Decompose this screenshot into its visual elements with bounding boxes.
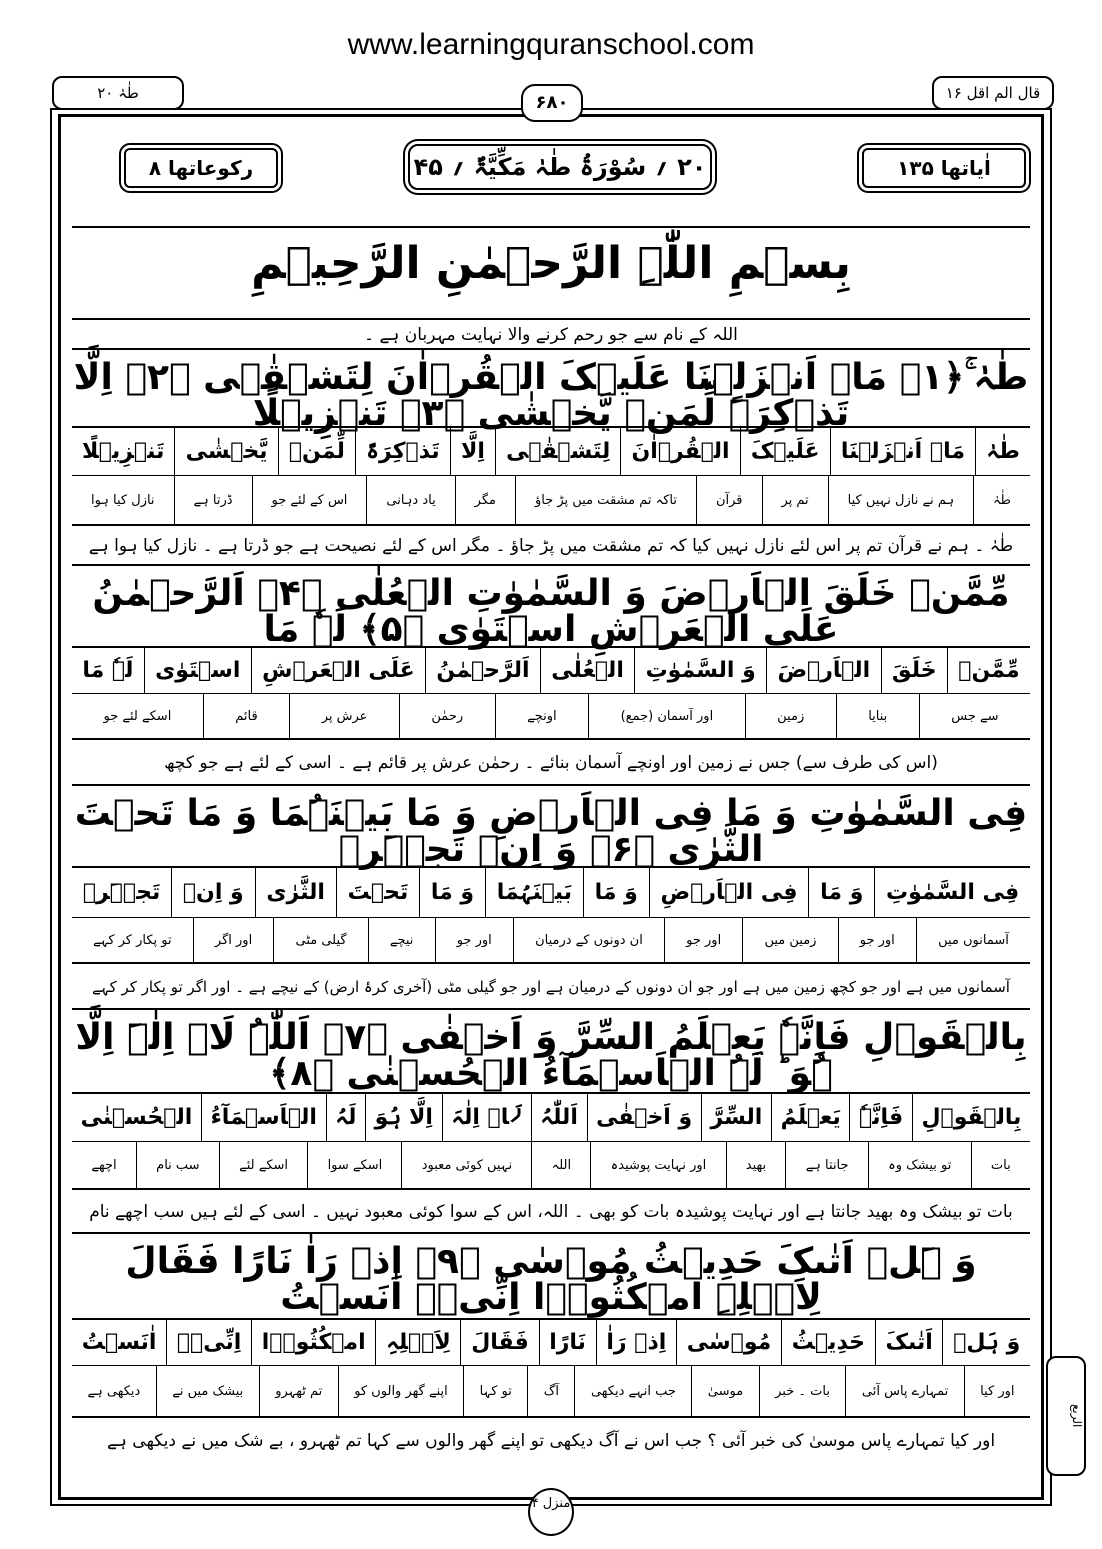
meaning-cell: بات xyxy=(971,1142,1030,1189)
word-cell: فِی السَّمٰوٰتِ xyxy=(874,868,1030,917)
word-cell: فَاِنَّہٗ xyxy=(849,1094,911,1141)
word-cell: لِّمَنۡ xyxy=(278,428,355,475)
ayat-count-box: اٰیاتھا ۱۳۵ xyxy=(862,148,1026,188)
meaning-cell: اچھے xyxy=(91,1158,117,1173)
word-cell: وَ ہَلۡ xyxy=(942,1320,1030,1365)
meaning-cell: اسکے لئے xyxy=(219,1142,307,1189)
word-cell: مِّمَّنۡ xyxy=(947,648,1030,693)
meaning-cell: نیچے xyxy=(368,918,435,963)
meaning-row xyxy=(72,1366,1030,1418)
word-cell: وَ مَا xyxy=(808,868,874,917)
meaning-cell: عرش پر xyxy=(289,694,399,739)
meaning-cell: تو بیشک وہ xyxy=(868,1142,971,1189)
meaning-cell: اس کے لئے جو xyxy=(252,476,367,525)
meaning-cell: گیلی مٹی xyxy=(273,918,367,963)
word-cell: لَہُ xyxy=(326,1094,365,1141)
meaning-cell: بھید xyxy=(726,1142,786,1189)
word-cell: اِذۡ رَاٰ xyxy=(596,1320,676,1365)
word-cell: حَدِیۡثُ xyxy=(781,1320,875,1365)
meaning-cell: سے جس xyxy=(919,694,1030,739)
meaning-cell: اور جو xyxy=(435,918,513,963)
word-cell: امۡکُثُوۡۤا xyxy=(251,1320,375,1365)
meaning-cell: دیکھی ہے xyxy=(87,1384,141,1399)
word-cell: اِلَّا ہُوَ xyxy=(365,1094,442,1141)
meaning-cell: زمین میں xyxy=(742,918,837,963)
word-row xyxy=(72,868,1030,918)
word-cell: تَجۡہَرۡ xyxy=(82,880,161,905)
meaning-cell: بیشک میں نے xyxy=(156,1366,259,1417)
word-cell: عَلَیۡکَ xyxy=(740,428,830,475)
meaning-cell: موسیٰ xyxy=(691,1366,758,1417)
meaning-cell: اللہ xyxy=(531,1142,590,1189)
side-ornament: الربع xyxy=(1046,1356,1086,1476)
meaning-cell: سب نام xyxy=(136,1142,219,1189)
word-cell: یَّخۡشٰی xyxy=(174,428,277,475)
word-cell: الۡاَرۡضَ xyxy=(766,648,880,693)
meaning-cell: اور آسمان (جمع) xyxy=(588,694,745,739)
word-grid xyxy=(72,866,1030,964)
meaning-cell: طٰہٰ xyxy=(973,476,1030,525)
meaning-cell: اور نہایت پوشیدہ xyxy=(590,1142,725,1189)
meaning-cell: اسکے لئے جو xyxy=(103,709,172,724)
meaning-cell: نہیں کوئی معبود xyxy=(401,1142,531,1189)
word-cell: تَذۡکِرَۃً xyxy=(355,428,450,475)
meaning-cell: یاد دہانی xyxy=(366,476,454,525)
header-left-label: طٰہٰ ۲۰ xyxy=(52,76,184,110)
surah-title: ۲۰ ؍ سُوْرَۃُ طٰہٰ مَکِّیَّۃٌ ؍ ۴۵ xyxy=(408,144,712,190)
word-cell: لِاَہۡلِہِ xyxy=(375,1320,460,1365)
word-cell: اِلَّا xyxy=(450,428,495,475)
word-cell: عَلَی الۡعَرۡشِ xyxy=(251,648,425,693)
meaning-cell: اسکے سوا xyxy=(307,1142,401,1189)
meaning-cell: نازل کیا ہوا xyxy=(90,493,155,508)
word-cell: فِی الۡاَرۡضِ xyxy=(649,868,809,917)
manzil-ornament: منزل ۴ xyxy=(528,1488,574,1536)
meaning-cell: آگ xyxy=(527,1366,574,1417)
word-cell: بَیۡنَہُمَا xyxy=(485,868,583,917)
word-row xyxy=(72,648,1030,694)
word-cell: فَقَالَ xyxy=(460,1320,538,1365)
word-cell: وَ اَخۡفٰی xyxy=(587,1094,701,1141)
word-row xyxy=(72,1094,1030,1142)
ayah-line: طٰہٰ ۚ﴿۱﴾ مَاۤ اَنۡزَلۡنَا عَلَیۡکَ الۡقُرۡاٰنَ لِتَشۡقٰۤی ﴿۲﴾ اِلَّا تَذۡکِرَۃً لِّمَنۡ یَّخۡشٰی ﴿۳﴾ تَنۡزِیۡلًا xyxy=(72,348,1030,426)
meaning-cell: تم پر xyxy=(762,476,828,525)
word-cell: طٰہٰ xyxy=(975,428,1030,475)
site-url[interactable]: www.learningquranschool.com xyxy=(347,28,755,61)
ayah-line: مِّمَّنۡ خَلَقَ الۡاَرۡضَ وَ السَّمٰوٰتِ الۡعُلٰی ﴿۴﴾ اَلرَّحۡمٰنُ عَلَی الۡعَرۡشِ اسۡتَوٰی ﴿۵﴾ لَہٗ مَا xyxy=(72,564,1030,646)
word-cell: الۡاَسۡمَآءُ xyxy=(201,1094,326,1141)
word-cell: الۡحُسۡنٰی xyxy=(80,1105,193,1130)
meaning-cell: تم ٹھہرو xyxy=(259,1366,338,1417)
word-cell: اٰنَسۡتُ xyxy=(81,1330,157,1355)
word-row xyxy=(72,1320,1030,1366)
meaning-cell: بنایا xyxy=(836,694,919,739)
translation-line: (اس کی طرف سے) جس نے زمین اور اونچے آسمان بنائے ۔ رحمٰن عرش پر قائم ہے ۔ اسی کے لئے ہے جو کچھ xyxy=(72,738,1030,784)
bismillah: بِسۡمِ اللّٰہِ الرَّحۡمٰنِ الرَّحِیۡمِ xyxy=(72,226,1030,300)
meaning-cell: اور جو xyxy=(838,918,916,963)
word-cell: اَلرَّحۡمٰنُ xyxy=(425,648,540,693)
word-grid xyxy=(72,1092,1030,1190)
ayah-line: وَ ہَلۡ اَتٰىکَ حَدِیۡثُ مُوۡسٰی ﴿۹﴾ اِذۡ رَاٰ نَارًا فَقَالَ لِاَہۡلِہِ امۡکُثُوۡۤا اِنِّیۡۤ اٰنَسۡتُ xyxy=(72,1232,1030,1318)
meaning-cell: ڈرتا ہے xyxy=(174,476,252,525)
surah-header xyxy=(68,130,1034,226)
meaning-cell: اور کیا xyxy=(964,1366,1030,1417)
meaning-row xyxy=(72,694,1030,740)
word-cell: یَعۡلَمُ xyxy=(771,1094,849,1141)
word-cell: تَنۡزِیۡلًا xyxy=(82,439,165,464)
word-cell: الۡعُلٰی xyxy=(540,648,634,693)
header-right-label: قال الم اقل ۱۶ xyxy=(932,76,1054,110)
ayah-line: فِی السَّمٰوٰتِ وَ مَا فِی الۡاَرۡضِ وَ مَا بَیۡنَہُمَا وَ مَا تَحۡتَ الثَّرٰی ﴿۶﴾ وَ اِنۡ تَجۡہَرۡ xyxy=(72,784,1030,866)
meaning-cell: زمین xyxy=(745,694,836,739)
word-cell: وَ اِنۡ xyxy=(171,868,254,917)
meaning-cell: تو کہا xyxy=(463,1366,527,1417)
word-cell: مَاۤ اَنۡزَلۡنَا xyxy=(830,428,975,475)
meaning-cell: بات ۔ خبر xyxy=(759,1366,846,1417)
meaning-cell: آسمانوں میں xyxy=(916,918,1030,963)
word-cell: لَہٗ مَا xyxy=(82,658,134,683)
word-cell: تَحۡتَ xyxy=(336,868,419,917)
meaning-cell: جانتا ہے xyxy=(785,1142,867,1189)
meaning-cell: جب انہے دیکھی xyxy=(574,1366,691,1417)
word-cell: وَ مَا xyxy=(419,868,485,917)
word-cell: اَللّٰہُ xyxy=(531,1094,587,1141)
word-cell: لِتَشۡقٰۤی xyxy=(495,428,620,475)
word-cell: اسۡتَوٰی xyxy=(144,648,251,693)
meaning-row xyxy=(72,918,1030,964)
word-row xyxy=(72,428,1030,476)
meaning-cell: مگر xyxy=(455,476,515,525)
meaning-cell: اونچے xyxy=(495,694,589,739)
meaning-cell: اور جو xyxy=(664,918,742,963)
translation-line: طٰہٰ ۔ ہم نے قرآن تم پر اس لئے نازل نہیں کیا کہ تم مشقت میں پڑ جاؤ ۔ مگر اس کے لئے نصیحت ہے جو ڈرتا ہے ۔ نازل کیا ہوا ہے xyxy=(72,524,1030,564)
word-cell: الثَّرٰی xyxy=(255,868,336,917)
meaning-cell: تمہارے پاس آئی xyxy=(845,1366,963,1417)
translation-line: آسمانوں میں ہے اور جو کچھ زمین میں ہے اور جو ان دونوں کے درمیان ہے اور جو گیلی مٹی (آخری کرۂ ارض) کے نیچے ہے ۔ اور اگر تو پکار کر کہے xyxy=(72,962,1030,1008)
word-cell: السِّرَّ xyxy=(701,1094,771,1141)
meaning-row xyxy=(72,1142,1030,1190)
word-grid xyxy=(72,426,1030,526)
page-number: ۶۸۰ xyxy=(521,84,583,122)
translation-line: اور کیا تمہارے پاس موسیٰ کی خبر آئی ؟ جب اس نے آگ دیکھی تو اپنے گھر والوں سے کہا تم ٹھہرو ، بے شک میں نے دیکھی ہے xyxy=(72,1416,1030,1462)
meaning-cell: تاکہ تم مشقت میں پڑ جاؤ xyxy=(515,476,696,525)
meaning-cell: اور اگر xyxy=(193,918,274,963)
word-cell: نَارًا xyxy=(539,1320,596,1365)
word-cell: وَ مَا xyxy=(583,868,649,917)
word-cell: بِالۡقَوۡلِ xyxy=(912,1094,1030,1141)
word-cell: اِنِّیۡۤ xyxy=(166,1320,251,1365)
meaning-cell: اپنے گھر والوں کو xyxy=(338,1366,463,1417)
meaning-cell: تو پکار کر کہے xyxy=(93,933,172,948)
word-grid xyxy=(72,646,1030,740)
meaning-cell: ہم نے نازل نہیں کیا xyxy=(828,476,973,525)
meaning-cell: قائم xyxy=(203,694,289,739)
word-grid xyxy=(72,1318,1030,1418)
ruku-count-box: رکوعاتھا ۸ xyxy=(124,148,278,188)
meaning-cell: ان دونوں کے درمیان xyxy=(513,918,664,963)
bismillah-translation: اللہ کے نام سے جو رحم کرنے والا نہایت مہربان ہے ۔ xyxy=(72,318,1030,348)
word-cell: وَ السَّمٰوٰتِ xyxy=(634,648,766,693)
ayah-line: بِالۡقَوۡلِ فَاِنَّہٗ یَعۡلَمُ السِّرَّ وَ اَخۡفٰی ﴿۷﴾ اَللّٰہُ لَاۤ اِلٰہَ اِلَّا ہُوَ ؕ لَہُ الۡاَسۡمَآءُ الۡحُسۡنٰی ﴿۸﴾ xyxy=(72,1008,1030,1092)
word-cell: اَتٰىکَ xyxy=(875,1320,943,1365)
word-cell: الۡقُرۡاٰنَ xyxy=(620,428,739,475)
meaning-cell: رحمٰن xyxy=(399,694,495,739)
meaning-cell: قرآن xyxy=(696,476,762,525)
word-cell: مُوۡسٰی xyxy=(676,1320,781,1365)
translation-line: بات تو بیشک وہ بھید جانتا ہے اور نہایت پوشیدہ بات کو بھی ۔ اللہ، اس کے سوا کوئی معبود نہیں ۔ اسی کے لئے ہیں سب اچھے نام xyxy=(72,1188,1030,1232)
word-cell: لَاۤ اِلٰہَ xyxy=(442,1094,531,1141)
word-cell: خَلَقَ xyxy=(881,648,947,693)
meaning-row xyxy=(72,476,1030,526)
